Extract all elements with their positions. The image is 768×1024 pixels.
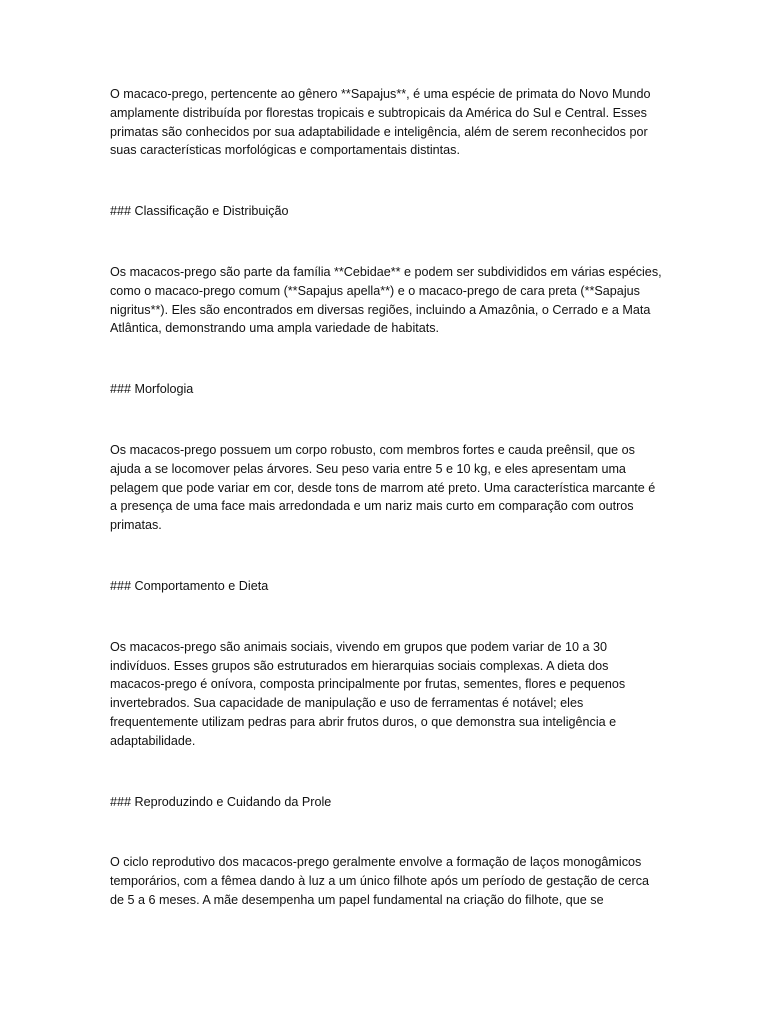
section-heading-comportamento: ### Comportamento e Dieta xyxy=(110,578,269,593)
spacer xyxy=(110,160,662,202)
document-body xyxy=(110,85,662,910)
spacer xyxy=(110,596,662,638)
spacer xyxy=(110,751,662,793)
section-body-morfologia: Os macacos-prego possuem um corpo robusto, com membros fortes e cauda preênsil, que os ajuda a se locomover pelas árvores. Seu peso varia entre 5 e 10 kg, e eles apresentam uma pelagem que pode variar em cor, desde tons de marrom até preto. Uma característica marcante é a presença de uma face mais arredondada e um nariz mais curto em comparação com outros primatas. xyxy=(110,442,656,533)
spacer xyxy=(110,399,662,441)
section-heading-classificacao: ### Classificação e Distribuição xyxy=(110,204,289,219)
section-heading-morfologia: ### Morfologia xyxy=(110,382,194,397)
section-body-reproducao: O ciclo reprodutivo dos macacos-prego geralmente envolve a formação de laços monogâmicos temporários, com a fêmea dando à luz a um único filhote após um período de gestação de cerca de 5 a 6 meses. A mãe desempenha um papel fundamental na criação do filhote, que se xyxy=(110,855,650,907)
intro-paragraph: O macaco-prego, pertencente ao gênero **Sapajus**, é uma espécie de primata do Novo Mundo amplamente distribuída por florestas tropicais e subtropicais da América do Sul e Central. Esses primatas são conhecidos por sua adaptabilidade e inteligência, além de serem reconhecidos por suas características morfológicas e comportamentais distintas. xyxy=(110,87,651,158)
section-body-comportamento: Os macacos-prego são animais sociais, vivendo em grupos que podem variar de 10 a 30 indivíduos. Esses grupos são estruturados em hierarquias sociais complexas. A dieta dos macacos-prego é onívora, composta principalmente por frutas, sementes, flores e pequenos invertebrados. Sua capacidade de manipulação e uso de ferramentas é notável; eles frequentemente utilizam pedras para abrir frutos duros, o que demonstra sua inteligência e adaptabilidade. xyxy=(110,639,626,748)
spacer xyxy=(110,535,662,577)
section-body-classificacao: Os macacos-prego são parte da família **Cebidae** e podem ser subdivididos em várias espécies, como o macaco-prego comum (**Sapajus apella**) e o macaco-prego de cara preta (**Sapajus nigritus**). Eles são encontrados em diversas regiões, incluindo a Amazônia, o Cerrado e a Mata Atlântica, demonstrando uma ampla variedade de habitats. xyxy=(110,264,662,336)
section-heading-reproducao: ### Reproduzindo e Cuidando da Prole xyxy=(110,794,332,809)
spacer xyxy=(110,811,662,853)
spacer xyxy=(110,221,662,263)
spacer xyxy=(110,338,662,380)
